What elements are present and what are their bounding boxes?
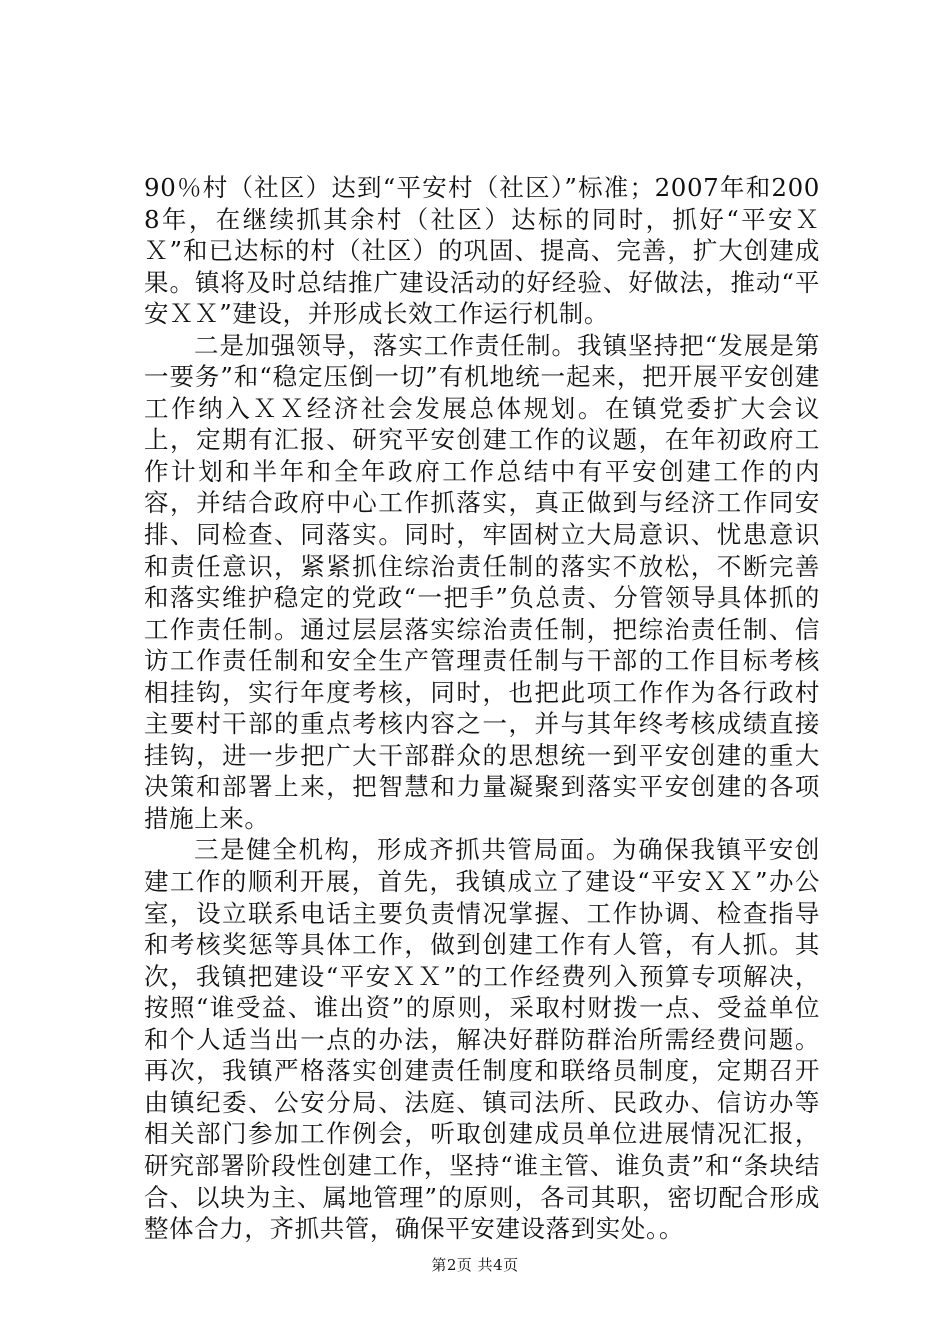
document-body [144, 172, 820, 1245]
page-footer: 第2页 共4页 [431, 1256, 519, 1274]
paragraph-3: 三是健全机构，形成齐抓共管局面。为确保我镇平安创建工作的顺利开展，首先，我镇成立了建设“平安ＸＸ”办公室，设立联系电话主要负责情况掌握、工作协调、检查指导和考核奖惩等具体工作，做到创建工作有人管，有人抓。其次，我镇把建设“平安ＸＸ”的工作经费列入预算专项解决，按照“谁受益、谁出资”的原则，采取村财拨一点、受益单位和个人适当出一点的办法，解决好群防群治所需经费问题。再次，我镇严格落实创建责任制度和联络员制度，定期召开由镇纪委、公安分局、法庭、镇司法所、民政办、信访办等相关部门参加工作例会，听取创建成员单位进展情况汇报，研究部署阶段性创建工作，坚持“谁主管、谁负责”和“条块结合、以块为主、属地管理”的原则，各司其职，密切配合形成整体合力，齐抓共管，确保平安建设落到实处。。 [144, 835, 820, 1244]
paragraph-2: 二是加强领导，落实工作责任制。我镇坚持把“发展是第一要务”和“稳定压倒一切”有机地统一起来，把开展平安创建工作纳入ＸＸ经济社会发展总体规划。在镇党委扩大会议上，定期有汇报、研究平安创建工作的议题，在年初政府工作计划和半年和全年政府工作总结中有平安创建工作的内容，并结合政府中心工作抓落实，真正做到与经济工作同安排、同检查、同落实。同时，牢固树立大局意识、忧患意识和责任意识，紧紧抓住综治责任制的落实不放松，不断完善和落实维护稳定的党政“一把手”负总责、分管领导具体抓的工作责任制。通过层层落实综治责任制，把综治责任制、信访工作责任制和安全生产管理责任制与干部的工作目标考核相挂钩，实行年度考核，同时，也把此项工作作为各行政村主要村干部的重点考核内容之一，并与其年终考核成绩直接挂钩，进一步把广大干部群众的思想统一到平安创建的重大决策和部署上来，把智慧和力量凝聚到落实平安创建的各项措施上来。 [144, 330, 820, 833]
paragraph-1: 90％村（社区）达到“平安村（社区）”标准；2007年和2008年，在继续抓其余村（社区）达标的同时，抓好“平安ＸＸ”和已达标的村（社区）的巩固、提高、完善，扩大创建成果。镇将及时总结推广建设活动的好经验、好做法，推动“平安ＸＸ”建设，并形成长效工作运行机制。 [144, 173, 820, 329]
